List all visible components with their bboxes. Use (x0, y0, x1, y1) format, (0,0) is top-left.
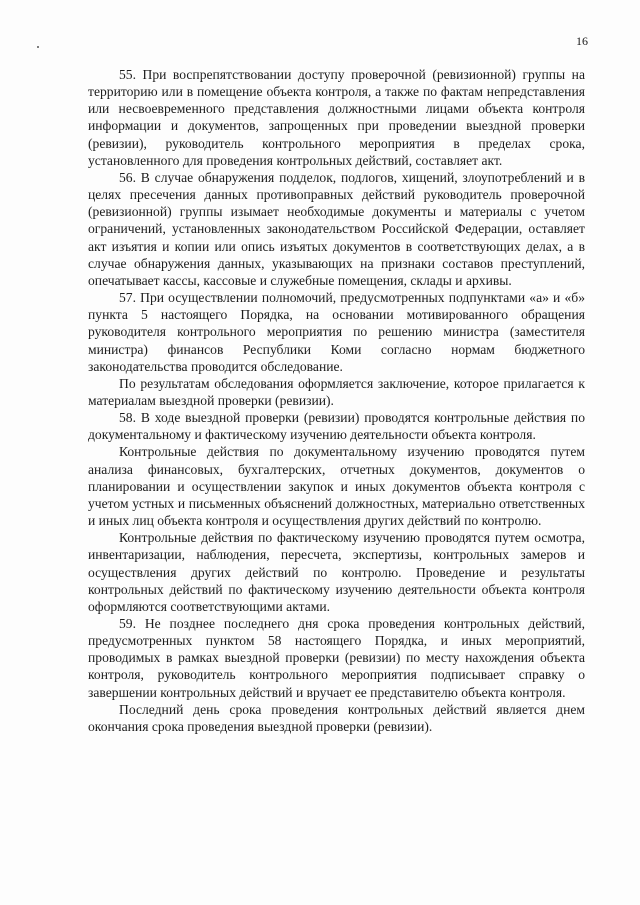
paragraph-58-documentary: Контрольные действия по документальному изучению проводятся путем анализа финансовых, бухгалтерских, отчетных документов, документов о планировании и осуществлении закупок и иных документов объекта контроля с учетом устных и письменных объяснений должностных, материально ответственных и иных лиц объекта контроля и осуществления других действий по контролю. (88, 444, 585, 529)
paragraph-59-last-day: Последний день срока проведения контрольных действий является днем окончания срока проведения выездной проверки (ревизии). (88, 701, 585, 734)
scan-speck (37, 46, 39, 48)
page-number: 16 (576, 34, 588, 48)
paragraph-58-factual: Контрольные действия по фактическому изучению проводятся путем осмотра, инвентаризации, наблюдения, пересчета, экспертизы, контрольных замеров и осуществления других действий по контролю. Проведение и результаты контрольных действий по фактическому изучению деятельности объекта контроля оформляются соответствующими актами. (88, 530, 585, 614)
paragraph-58: 58. В ходе выездной проверки (ревизии) проводятся контрольные действия по документальному и фактическому изучению деятельности объекта контроля. (88, 410, 585, 443)
paragraph-57: 57. При осуществлении полномочий, предусмотренных подпунктами «а» и «б» пункта 5 настоящего Порядка, на основании мотивированного обращения руководителя контрольного мероприятия по решению министра (заместителя министра) финансов Республики Коми согласно нормам бюджетного законодательства проводится обследование. (88, 290, 585, 374)
paragraph-59: 59. Не позднее последнего дня срока проведения контрольных действий, предусмотренных пунктом 58 настоящего Порядка, и иных мероприятий, проводимых в рамках выездной проверки (ревизии) по месту нахождения объекта контроля, руководитель контрольного мероприятия подписывает справку о завершении контрольных действий и вручает ее представителю объекта контроля. (88, 616, 585, 700)
paragraph-56: 56. В случае обнаружения подделок, подлогов, хищений, злоупотреблений и в целях пресечения данных противоправных действий руководитель проверочной (ревизионной) группы изымает необходимые документы и материалы с учетом ограничений, установленных законодательством Российской Федерации, оставляет акт изъятия и копии или опись изъятых документов в соответствующих делах, а в случае обнаружения данных, указывающих на признаки составов преступлений, опечатывает кассы, кассовые и служебные помещения, склады и архивы. (88, 169, 585, 288)
document-body (88, 66, 585, 735)
paragraph-55: 55. При воспрепятствовании доступу проверочной (ревизионной) группы на территорию или в помещение объекта контроля, а также по фактам непредставления или несвоевременного представления должностными лицами объекта контроля информации и документов, запрощенных при проведении выездной проверки (ревизии), руководитель контрольного мероприятия в пределах срока, установленного для проведения контрольных действий, составляет акт. (88, 67, 585, 168)
paragraph-57-conclusion: По результатам обследования оформляется заключение, которое прилагается к материалам выездной проверки (ревизии). (88, 375, 585, 408)
